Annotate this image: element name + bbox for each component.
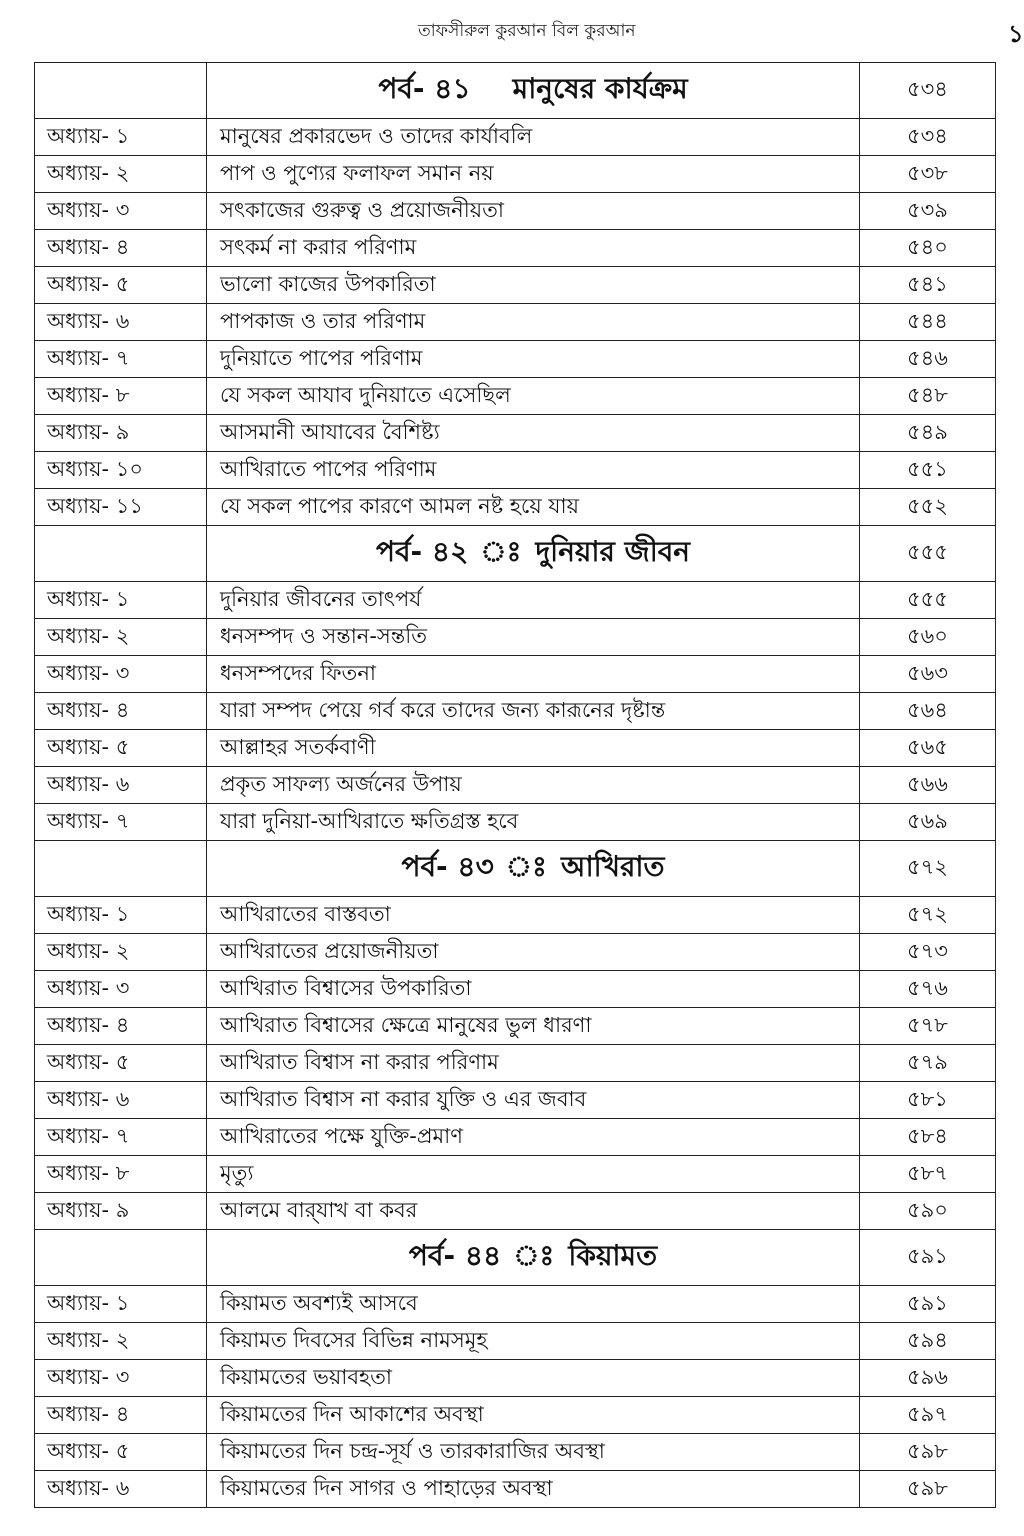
chapter-number: অধ্যায়- ৭	[35, 804, 207, 841]
section-row	[35, 526, 996, 582]
section-label: পর্ব- ৪২	[375, 535, 469, 568]
section-page-number: ৫৫৫	[860, 526, 996, 582]
chapter-page-number: ৫৮১	[860, 1082, 996, 1119]
chapter-number: অধ্যায়- ৫	[35, 730, 207, 767]
section-heading	[207, 841, 860, 897]
chapter-title: আখিরাত বিশ্বাস না করার পরিণাম	[207, 1045, 860, 1082]
chapter-title: আখিরাতের প্রয়োজনীয়তা	[207, 934, 860, 971]
chapter-title: যারা সম্পদ পেয়ে গর্ব করে তাদের জন্য কারূনের দৃষ্টান্ত	[207, 693, 860, 730]
chapter-number: অধ্যায়- ২	[35, 156, 207, 193]
chapter-page-number: ৫৬৪	[860, 693, 996, 730]
chapter-number: অধ্যায়- ১	[35, 1286, 207, 1323]
book-title: তাফসীরুল কুরআন বিল কুরআন	[418, 21, 636, 41]
table-row	[35, 1193, 996, 1230]
chapter-title: সৎকাজের গুরুত্ব ও প্রয়োজনীয়তা	[207, 193, 860, 230]
table-row	[35, 378, 996, 415]
chapter-page-number: ৫৫৫	[860, 582, 996, 619]
table-row	[35, 619, 996, 656]
section-title: দুনিয়ার জীবন	[535, 535, 691, 568]
chapter-number: অধ্যায়- ১	[35, 119, 207, 156]
chapter-title: কিয়ামতের দিন চন্দ্র-সূর্য ও তারকারাজির অবস্থা	[207, 1434, 860, 1471]
section-title: কিয়ামত	[568, 1239, 658, 1272]
chapter-number: অধ্যায়- ৪	[35, 1397, 207, 1434]
chapter-page-number: ৫৯৪	[860, 1323, 996, 1360]
section-heading	[207, 526, 860, 582]
chapter-title: পাপকাজ ও তার পরিণাম	[207, 304, 860, 341]
section-page-number: ৫৩৪	[860, 63, 996, 119]
table-row	[35, 934, 996, 971]
chapter-number: অধ্যায়- ৯	[35, 1193, 207, 1230]
chapter-number: অধ্যায়- ৯	[35, 415, 207, 452]
chapter-page-number: ৫৫২	[860, 489, 996, 526]
section-separator: ঃ	[480, 535, 522, 568]
chapter-page-number: ৫৩৪	[860, 119, 996, 156]
table-row	[35, 767, 996, 804]
table-row	[35, 341, 996, 378]
chapter-number: অধ্যায়- ১	[35, 897, 207, 934]
section-empty-cell	[35, 526, 207, 582]
chapter-number: অধ্যায়- ৪	[35, 693, 207, 730]
chapter-page-number: ৫৪০	[860, 230, 996, 267]
chapter-number: অধ্যায়- ৩	[35, 193, 207, 230]
chapter-number: অধ্যায়- ৩	[35, 1360, 207, 1397]
table-row	[35, 119, 996, 156]
chapter-title: মৃত্যু	[207, 1156, 860, 1193]
chapter-number: অধ্যায়- ৭	[35, 1119, 207, 1156]
table-row	[35, 971, 996, 1008]
chapter-title: কিয়ামতের ভয়াবহতা	[207, 1360, 860, 1397]
table-row	[35, 1360, 996, 1397]
chapter-title: আখিরাতে পাপের পরিণাম	[207, 452, 860, 489]
chapter-page-number: ৫৯৮	[860, 1434, 996, 1471]
chapter-number: অধ্যায়- ৫	[35, 267, 207, 304]
table-row	[35, 1434, 996, 1471]
chapter-title: কিয়ামতের দিন সাগর ও পাহাড়ের অবস্থা	[207, 1471, 860, 1508]
chapter-title: প্রকৃত সাফল্য অর্জনের উপায়	[207, 767, 860, 804]
table-row	[35, 730, 996, 767]
chapter-page-number: ৫৯৭	[860, 1397, 996, 1434]
table-row	[35, 804, 996, 841]
chapter-title: আলমে বার্‌যাখ বা কবর	[207, 1193, 860, 1230]
table-row	[35, 1323, 996, 1360]
chapter-number: অধ্যায়- ৬	[35, 767, 207, 804]
chapter-title: যে সকল পাপের কারণে আমল নষ্ট হয়ে যায়	[207, 489, 860, 526]
chapter-page-number: ৫৬৫	[860, 730, 996, 767]
chapter-page-number: ৫৬০	[860, 619, 996, 656]
table-row	[35, 1156, 996, 1193]
chapter-page-number: ৫৬৬	[860, 767, 996, 804]
page-number: ১	[1008, 20, 1024, 48]
chapter-number: অধ্যায়- ৪	[35, 1008, 207, 1045]
chapter-page-number: ৫৭৩	[860, 934, 996, 971]
chapter-title: পাপ ও পুণ্যের ফলাফল সমান নয়	[207, 156, 860, 193]
section-label: পর্ব- ৪৩	[401, 850, 494, 883]
chapter-number: অধ্যায়- ৬	[35, 304, 207, 341]
chapter-title: মানুষের প্রকারভেদ ও তাদের কার্যাবলি	[207, 119, 860, 156]
chapter-page-number: ৫৩৯	[860, 193, 996, 230]
chapter-page-number: ৫৪৮	[860, 378, 996, 415]
chapter-page-number: ৫৩৮	[860, 156, 996, 193]
chapter-number: অধ্যায়- ৫	[35, 1434, 207, 1471]
table-row	[35, 1008, 996, 1045]
chapter-number: অধ্যায়- ৩	[35, 656, 207, 693]
section-title: মানুষের কার্যক্রম	[512, 72, 688, 105]
section-heading	[207, 1230, 860, 1286]
chapter-title: ধনসম্পদের ফিতনা	[207, 656, 860, 693]
section-label: পর্ব- ৪১	[378, 72, 471, 105]
chapter-title: দুনিয়াতে পাপের পরিণাম	[207, 341, 860, 378]
chapter-page-number: ৫৪১	[860, 267, 996, 304]
chapter-title: আখিরাত বিশ্বাসের উপকারিতা	[207, 971, 860, 1008]
section-empty-cell	[35, 1230, 207, 1286]
section-heading	[207, 63, 860, 119]
table-row	[35, 693, 996, 730]
table-row	[35, 1397, 996, 1434]
chapter-page-number: ৫৬৯	[860, 804, 996, 841]
chapter-number: অধ্যায়- ৪	[35, 230, 207, 267]
chapter-title: আখিরাত বিশ্বাস না করার যুক্তি ও এর জবাব	[207, 1082, 860, 1119]
chapter-number: অধ্যায়- ৬	[35, 1471, 207, 1508]
section-row	[35, 63, 996, 119]
chapter-page-number: ৫৮৭	[860, 1156, 996, 1193]
table-row	[35, 1045, 996, 1082]
table-row	[35, 1082, 996, 1119]
chapter-title: ভালো কাজের উপকারিতা	[207, 267, 860, 304]
section-row	[35, 841, 996, 897]
section-page-number: ৫৭২	[860, 841, 996, 897]
chapter-number: অধ্যায়- ৮	[35, 1156, 207, 1193]
table-row	[35, 193, 996, 230]
chapter-title: আখিরাত বিশ্বাসের ক্ষেত্রে মানুষের ভুল ধারণা	[207, 1008, 860, 1045]
section-page-number: ৫৯১	[860, 1230, 996, 1286]
table-row	[35, 489, 996, 526]
chapter-page-number: ৫৬৩	[860, 656, 996, 693]
table-row	[35, 230, 996, 267]
table-row	[35, 267, 996, 304]
page-header	[0, 14, 1024, 48]
table-row	[35, 1286, 996, 1323]
chapter-number: অধ্যায়- ২	[35, 1323, 207, 1360]
chapter-number: অধ্যায়- ২	[35, 934, 207, 971]
chapter-title: কিয়ামত দিবসের বিভিন্ন নামসমূহ	[207, 1323, 860, 1360]
chapter-title: আল্লাহর সতর্কবাণী	[207, 730, 860, 767]
table-row	[35, 415, 996, 452]
chapter-number: অধ্যায়- ১০	[35, 452, 207, 489]
chapter-page-number: ৫৯০	[860, 1193, 996, 1230]
table-row	[35, 1471, 996, 1508]
table-of-contents	[34, 62, 996, 1508]
chapter-title: কিয়ামতের দিন আকাশের অবস্থা	[207, 1397, 860, 1434]
chapter-title: কিয়ামত অবশ্যই আসবে	[207, 1286, 860, 1323]
chapter-title: যারা দুনিয়া-আখিরাতে ক্ষতিগ্রস্ত হবে	[207, 804, 860, 841]
chapter-page-number: ৫৯৮	[860, 1471, 996, 1508]
section-title: আখিরাত	[560, 850, 665, 883]
chapter-number: অধ্যায়- ১	[35, 582, 207, 619]
chapter-title: আখিরাতের বাস্তবতা	[207, 897, 860, 934]
chapter-page-number: ৫৯১	[860, 1286, 996, 1323]
section-label: পর্ব- ৪৪	[408, 1239, 502, 1272]
table-row	[35, 897, 996, 934]
chapter-title: আখিরাতের পক্ষে যুক্তি-প্রমাণ	[207, 1119, 860, 1156]
chapter-title: যে সকল আযাব দুনিয়াতে এসেছিল	[207, 378, 860, 415]
chapter-page-number: ৫৮৪	[860, 1119, 996, 1156]
chapter-page-number: ৫৭২	[860, 897, 996, 934]
table-row	[35, 582, 996, 619]
table-row	[35, 304, 996, 341]
table-row	[35, 1119, 996, 1156]
chapter-page-number: ৫৪৪	[860, 304, 996, 341]
chapter-number: অধ্যায়- ২	[35, 619, 207, 656]
chapter-title: ধনসম্পদ ও সন্তান-সন্ততি	[207, 619, 860, 656]
chapter-page-number: ৫৯৬	[860, 1360, 996, 1397]
section-separator: ঃ	[505, 850, 547, 883]
section-row	[35, 1230, 996, 1286]
chapter-page-number: ৫৪৯	[860, 415, 996, 452]
chapter-number: অধ্যায়- ১১	[35, 489, 207, 526]
chapter-number: অধ্যায়- ৭	[35, 341, 207, 378]
chapter-page-number: ৫৭৯	[860, 1045, 996, 1082]
chapter-page-number: ৫৭৮	[860, 1008, 996, 1045]
chapter-page-number: ৫৭৬	[860, 971, 996, 1008]
chapter-number: অধ্যায়- ৩	[35, 971, 207, 1008]
chapter-number: অধ্যায়- ৬	[35, 1082, 207, 1119]
table-row	[35, 156, 996, 193]
table-row	[35, 452, 996, 489]
section-separator: ঃ	[513, 1239, 555, 1272]
chapter-number: অধ্যায়- ৮	[35, 378, 207, 415]
chapter-number: অধ্যায়- ৫	[35, 1045, 207, 1082]
chapter-title: সৎকর্ম না করার পরিণাম	[207, 230, 860, 267]
toc-body	[35, 63, 996, 1508]
section-empty-cell	[35, 63, 207, 119]
chapter-page-number: ৫৪৬	[860, 341, 996, 378]
table-row	[35, 656, 996, 693]
chapter-title: দুনিয়ার জীবনের তাৎপর্য	[207, 582, 860, 619]
section-empty-cell	[35, 841, 207, 897]
chapter-title: আসমানী আযাবের বৈশিষ্ট্য	[207, 415, 860, 452]
chapter-page-number: ৫৫১	[860, 452, 996, 489]
